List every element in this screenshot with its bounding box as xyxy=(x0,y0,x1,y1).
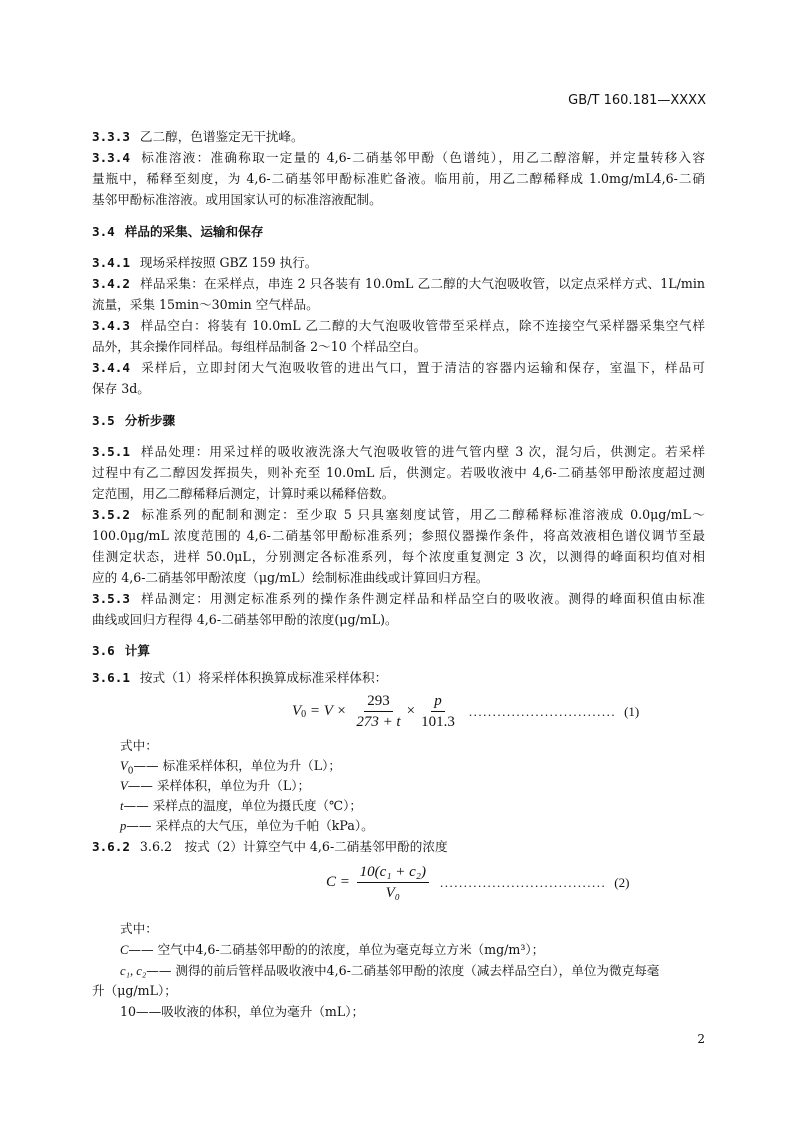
clause-number: 3.6.2 xyxy=(92,839,130,854)
clause-s352-line xyxy=(92,526,705,546)
page-number: 2 xyxy=(697,1032,705,1046)
clause-text: 应的 4,6-二硝基邻甲酚浓度（μg/mL）绘制标准曲线或计算回归方程。 xyxy=(92,570,489,585)
formula-1-lhs-sub: 0 xyxy=(301,709,307,720)
clause-s351-line xyxy=(92,484,705,504)
clause-text: 定范围，用乙二醇稀释后测定，计算时乘以稀释倍数。 xyxy=(92,486,395,501)
formula-1-lhs: V xyxy=(292,703,302,719)
clause-number: 3.3.4 xyxy=(92,150,130,165)
variable-definition xyxy=(120,776,705,796)
clause-text: 采样后，立即封闭大气泡吸收管的进出气口，置于清洁的容器内运输和保存，室温下，样品可 xyxy=(139,360,705,375)
clause-s361-line xyxy=(92,668,705,688)
clause-s342-line xyxy=(92,274,705,294)
clause-s352-line xyxy=(92,547,705,567)
clause-number: 3.5.2 xyxy=(92,507,130,522)
clause-s334-line xyxy=(92,190,705,210)
symbol: V xyxy=(120,779,128,793)
clause-s343-line xyxy=(92,316,705,336)
clause-s353-line xyxy=(92,589,705,609)
clause-text: 标准溶液：准确称取一定量的 4,6-二硝基邻甲酚（色谱纯），用乙二醇溶解，并定量转移入容 xyxy=(139,150,705,165)
denominator: 273 + t xyxy=(356,714,401,730)
formula-2 xyxy=(326,862,432,903)
clause-text: 标准系列的配制和测定：至少取 5 只具塞刻度试管，用乙二醇稀释标准溶液成 0.0μg/mL～ xyxy=(139,507,705,522)
clause-s352-line xyxy=(92,568,705,588)
formula-2-leader: ................................... xyxy=(440,874,607,890)
section-heading xyxy=(92,411,705,431)
clause-text: 按式（1）将采样体积换算成标准采样体积： xyxy=(139,670,388,685)
fraction-pressure xyxy=(418,691,458,732)
formula-1-eq: = V × xyxy=(306,703,351,719)
fraction-concentration xyxy=(357,862,429,903)
formula-1-label: (1) xyxy=(624,703,640,719)
section-number: 3.5 xyxy=(92,413,115,428)
clause-text: 保存 3d。 xyxy=(92,381,150,396)
clause-text: 样品测定：用测定标准系列的操作条件测定样品和样品空白的吸收液。测得的峰面积值由标准 xyxy=(139,591,705,606)
clause-text: 样品处理：用采过样的吸收液洗涤大气泡吸收管的进气管内壁 3 次，混匀后，供测定。若采样 xyxy=(139,444,705,459)
clause-text: 过程中有乙二醇因发挥损失，则补充至 10.0mL 后，供测定。若吸收液中 4,6-二硝基邻甲酚浓度超过测 xyxy=(92,465,705,480)
clause-number: 3.3.3 xyxy=(92,129,130,144)
clause-s334-line xyxy=(92,148,705,168)
clause-text: 3.6.2 按式（2）计算空气中 4,6-二硝基邻甲酚的浓度 xyxy=(139,839,448,854)
where-heading xyxy=(120,736,705,756)
variable-definition xyxy=(120,1002,705,1022)
clause-text: 量瓶中，稀释至刻度，为 4,6-二硝基邻甲酚标准贮备液。临用前，用乙二醇稀释成 1.0mg/mL4,6-二硝 xyxy=(92,171,705,186)
clause-s344-line xyxy=(92,379,705,399)
times: × xyxy=(406,703,416,719)
definition: —— 采样点的温度，单位为摄氏度（℃）； xyxy=(123,798,362,813)
clause-number: 3.5.3 xyxy=(92,591,130,606)
clause-number: 3.4.3 xyxy=(92,318,130,333)
symbol: p xyxy=(120,819,127,833)
clause-text: 样品空白：将装有 10.0mL 乙二醇的大气泡吸收管带至采样点，除不连接空气采样器采集空气样 xyxy=(139,318,705,333)
clause-text: 100.0μg/mL 浓度范围的 4,6-二硝基邻甲酚标准系列；参照仪器操作条件，将高效液相色谱仪调节至最 xyxy=(92,528,705,543)
variable-definition xyxy=(120,756,705,776)
clause-text: 佳测定状态，进样 50.0μL，分别测定各标准系列，每个浓度重复测定 3 次，以测得的峰面积均值对相 xyxy=(92,549,705,564)
definition: —— 采样体积，单位为升（L）； xyxy=(127,778,311,793)
clause-s343-line xyxy=(92,337,705,357)
clause-number: 3.4.1 xyxy=(92,255,130,270)
document-code-header: GB/T 160.181—XXXX xyxy=(568,93,706,108)
definition: 10——吸收液的体积，单位为毫升（mL）； xyxy=(120,1004,365,1019)
clause-text: 基邻甲酚标准溶液。或用国家认可的标准溶液配制。 xyxy=(92,192,382,207)
symbol: V xyxy=(120,759,128,773)
section-heading xyxy=(92,222,705,242)
clause-s333-line xyxy=(92,127,705,147)
numerator: 10(c₁ + c₂) xyxy=(357,862,429,883)
fraction-temp xyxy=(353,691,403,732)
section-title: 分析步骤 xyxy=(124,413,176,428)
numerator: p xyxy=(431,691,445,712)
symbol-sub: 0 xyxy=(127,766,134,777)
where-label: 式中： xyxy=(120,738,158,753)
section-title: 样品的采集、运输和保存 xyxy=(124,224,264,239)
formula-1-leader: ............................... xyxy=(468,703,617,719)
symbol: c₁, c₂ xyxy=(120,964,147,978)
variable-definition xyxy=(120,816,705,836)
variable-definition xyxy=(120,940,705,960)
formula-1 xyxy=(292,691,461,732)
variable-definition-cont xyxy=(92,981,705,1001)
clause-number: 3.5.1 xyxy=(92,444,130,459)
where-label: 式中： xyxy=(120,921,158,936)
clause-s351-line xyxy=(92,442,705,462)
definition: —— 采样点的大气压，单位为千帕（kPa）。 xyxy=(126,818,374,833)
symbol: C xyxy=(120,943,129,957)
variable-definition xyxy=(120,796,705,816)
formula-1-row xyxy=(292,691,639,732)
formula-2-lhs: C = xyxy=(326,874,354,890)
section-number: 3.6 xyxy=(92,643,115,658)
clause-text: 现场采样按照 GBZ 159 执行。 xyxy=(139,255,318,270)
section-heading xyxy=(92,641,705,661)
numerator: 293 xyxy=(364,691,393,712)
section-title: 计算 xyxy=(124,643,150,658)
clause-s342-line xyxy=(92,295,705,315)
clause-s362-line xyxy=(92,837,705,857)
definition: —— 测得的前后管样品吸收液中4,6-二硝基邻甲酚的浓度（减去样品空白），单位为微克每毫 xyxy=(146,963,660,978)
definition: —— 空气中4,6-二硝基邻甲酚的的浓度，单位为毫克每立方米（mg/m³）； xyxy=(128,942,545,957)
clause-number: 3.4.2 xyxy=(92,276,130,291)
clause-text: 乙二醇，色谱鉴定无干扰峰。 xyxy=(139,129,304,144)
symbol: t xyxy=(120,799,124,813)
denominator: V₀ xyxy=(385,885,401,901)
clause-s351-line xyxy=(92,463,705,483)
clause-s334-line xyxy=(92,169,705,189)
clause-number: 3.6.1 xyxy=(92,670,130,685)
section-number: 3.4 xyxy=(92,224,115,239)
definition: —— 标准采样体积，单位为升（L）； xyxy=(133,758,342,773)
definition-continued: 升（μg/mL）； xyxy=(92,983,177,998)
denominator: 101.3 xyxy=(421,714,455,730)
clause-s352-line xyxy=(92,505,705,525)
formula-2-label: (2) xyxy=(614,874,630,890)
variable-definition xyxy=(120,961,705,981)
clause-text: 品外，其余操作同样品。每组样品制备 2～10 个样品空白。 xyxy=(92,339,427,354)
clause-text: 流量，采集 15min～30min 空气样品。 xyxy=(92,297,319,312)
clause-text: 曲线或回归方程得 4,6-二硝基邻甲酚的浓度(μg/mL)。 xyxy=(92,612,398,627)
clause-s353-line xyxy=(92,610,705,630)
clause-s341-line xyxy=(92,253,705,273)
clause-s344-line xyxy=(92,358,705,378)
clause-text: 样品采集：在采样点，串连 2 只各装有 10.0mL 乙二醇的大气泡吸收管，以定点采样方式、1L/min xyxy=(139,276,705,291)
where-heading xyxy=(120,919,705,939)
formula-2-row xyxy=(326,862,629,903)
clause-number: 3.4.4 xyxy=(92,360,130,375)
